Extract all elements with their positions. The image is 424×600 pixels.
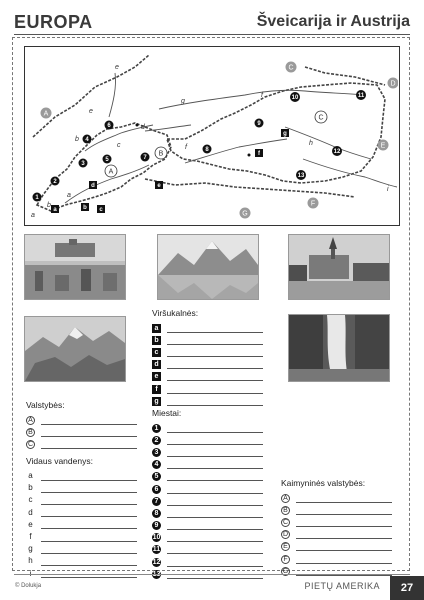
city-row [152, 459, 272, 471]
water-answer-line[interactable] [41, 520, 137, 529]
state-answer-line[interactable] [41, 440, 137, 449]
peaks-title: Viršukalnės: [152, 308, 199, 318]
neighbor-marker: C [282, 518, 289, 526]
svg-text:g: g [181, 98, 185, 105]
city-row [152, 471, 272, 483]
neighbors-section [281, 478, 399, 577]
city-row [152, 507, 272, 519]
city-answer-line[interactable] [167, 448, 263, 457]
neighbor-row [281, 553, 399, 565]
city-answer-line[interactable] [167, 509, 263, 518]
svg-text:5: 5 [105, 157, 109, 163]
svg-text:d: d [91, 183, 95, 189]
footer-copyright: © Dolukja [15, 583, 42, 589]
peak-row [152, 322, 272, 334]
state-row [26, 426, 146, 438]
city-row [152, 495, 272, 507]
water-answer-line[interactable] [41, 484, 137, 493]
city-answer-line[interactable] [167, 472, 263, 481]
city-row [152, 520, 272, 532]
svg-text:c: c [99, 207, 103, 213]
city-row [152, 483, 272, 495]
city-answer-line[interactable] [167, 545, 263, 554]
city-answer-line[interactable] [167, 533, 263, 542]
peak-marker: b [152, 336, 161, 345]
peak-marker: e [152, 372, 161, 381]
photo-salzburg [24, 234, 126, 300]
city-row [152, 422, 272, 434]
svg-text:1: 1 [35, 195, 39, 201]
svg-text:b: b [47, 202, 51, 209]
city-answer-line[interactable] [167, 485, 263, 494]
svg-text:D: D [390, 80, 396, 88]
svg-text:f: f [258, 151, 260, 157]
state-row [26, 438, 146, 450]
svg-text:i: i [387, 186, 389, 193]
water-answer-line[interactable] [41, 496, 137, 505]
peak-row [152, 395, 272, 407]
city-answer-line[interactable] [167, 424, 263, 433]
neighbor-answer-line[interactable] [296, 494, 392, 503]
peak-answer-line[interactable] [167, 324, 263, 333]
peak-marker: d [152, 360, 161, 369]
state-row [26, 414, 146, 426]
city-marker: 8 [152, 509, 161, 518]
water-row [26, 531, 146, 543]
water-answer-line[interactable] [41, 557, 137, 566]
cities-section [152, 408, 272, 580]
neighbor-marker: G [282, 567, 289, 575]
neighbor-marker: A [281, 494, 290, 503]
water-marker: i [29, 568, 32, 578]
svg-text:6: 6 [107, 123, 111, 129]
map-svg [25, 47, 398, 224]
neighbors-title: Kaimyninės valstybės: [281, 478, 366, 488]
peak-answer-line[interactable] [167, 336, 263, 345]
water-marker: a [28, 471, 33, 481]
peak-answer-line[interactable] [167, 385, 263, 394]
svg-text:f: f [185, 144, 187, 151]
state-answer-line[interactable] [41, 416, 137, 425]
water-marker: d [28, 507, 33, 517]
water-marker: c [28, 495, 33, 505]
neighbor-row [281, 492, 399, 504]
water-row [26, 507, 146, 519]
svg-text:g: g [283, 131, 287, 137]
svg-text:e: e [89, 108, 93, 115]
neighbor-answer-line[interactable] [296, 530, 392, 539]
peak-answer-line[interactable] [167, 372, 263, 381]
water-answer-line[interactable] [41, 472, 137, 481]
peak-marker: a [152, 324, 161, 333]
state-marker: C [27, 440, 34, 448]
water-marker: h [28, 556, 33, 566]
water-answer-line[interactable] [41, 533, 137, 542]
city-marker: 7 [152, 497, 161, 506]
waters-section [26, 456, 146, 580]
svg-text:d: d [141, 124, 145, 131]
peaks-section [152, 308, 272, 407]
svg-text:10: 10 [291, 95, 299, 101]
city-answer-line[interactable] [167, 436, 263, 445]
svg-text:e: e [157, 183, 161, 189]
svg-text:8: 8 [205, 147, 209, 153]
cities-title: Miestai: [152, 408, 182, 418]
city-marker: 9 [152, 521, 161, 530]
city-marker: 10 [152, 534, 161, 542]
svg-text:11: 11 [357, 93, 365, 99]
peak-marker: g [152, 397, 161, 406]
city-marker: 4 [152, 460, 161, 469]
peak-row [152, 359, 272, 371]
header-divider [14, 34, 410, 35]
svg-text:4: 4 [85, 137, 89, 143]
svg-text:C: C [318, 114, 324, 122]
water-row [26, 470, 146, 482]
city-row [152, 446, 272, 458]
city-marker: 11 [152, 546, 161, 554]
city-answer-line[interactable] [167, 460, 263, 469]
footer-divider [14, 574, 410, 575]
city-row [152, 544, 272, 556]
neighbor-marker: B [281, 506, 290, 515]
region-A: A [43, 110, 49, 118]
svg-text:a: a [67, 192, 71, 199]
photo-waterfall [288, 314, 390, 382]
peak-row [152, 383, 272, 395]
svg-text:c: c [117, 142, 121, 149]
svg-text:F: F [310, 200, 316, 208]
svg-text:f: f [261, 92, 263, 99]
peak-row [152, 371, 272, 383]
svg-text:e: e [115, 64, 119, 71]
city-marker: 12 [152, 558, 161, 566]
water-marker: b [28, 483, 33, 493]
state-marker: A [26, 416, 35, 425]
neighbor-row [281, 504, 399, 516]
water-row [26, 543, 146, 555]
city-marker: 5 [152, 472, 161, 481]
water-row [26, 519, 146, 531]
water-row [26, 494, 146, 506]
city-row [152, 556, 272, 568]
neighbor-row [281, 565, 399, 577]
states-title: Valstybės: [26, 400, 65, 410]
neighbor-answer-line[interactable] [296, 542, 392, 551]
svg-text:C: C [288, 64, 294, 72]
neighbor-row [281, 516, 399, 528]
water-marker: e [28, 519, 33, 529]
photo-alpine-lake [157, 234, 259, 300]
peak-answer-line[interactable] [167, 348, 263, 357]
peak-answer-line[interactable] [167, 360, 263, 369]
city-answer-line[interactable] [167, 521, 263, 530]
water-row [26, 482, 146, 494]
city-answer-line[interactable] [167, 558, 263, 567]
photo-lakeside-castle [288, 234, 390, 300]
svg-text:E: E [380, 142, 386, 150]
svg-text:a: a [31, 212, 35, 219]
svg-text:A: A [108, 168, 114, 176]
svg-text:h: h [309, 140, 313, 147]
border-east [305, 67, 385, 85]
svg-text:b: b [83, 205, 87, 211]
peak-answer-line[interactable] [167, 397, 263, 406]
state-marker: B [26, 428, 35, 437]
neighbor-marker: F [281, 555, 290, 564]
photo-mountain-ridge [24, 316, 126, 382]
peak-marker: f [152, 385, 161, 394]
peak-row [152, 334, 272, 346]
water-marker: f [29, 532, 32, 542]
svg-text:9: 9 [257, 121, 261, 127]
footer-section-name: PIETŲ AMERIKA [304, 581, 380, 591]
border-north [33, 55, 149, 137]
svg-text:a: a [53, 207, 57, 213]
city-answer-line[interactable] [167, 497, 263, 506]
city-marker: 1 [152, 424, 161, 433]
neighbor-row [281, 529, 399, 541]
neighbor-marker: E [281, 542, 290, 551]
neighbor-row [281, 541, 399, 553]
city-row [152, 532, 272, 544]
water-marker: g [28, 544, 33, 554]
svg-text:b: b [75, 136, 79, 143]
svg-text:G: G [242, 210, 248, 218]
city-marker: 13 [152, 570, 161, 578]
border-south [145, 179, 355, 197]
page-title: Šveicarija ir Austrija [256, 13, 410, 30]
peak-row [152, 346, 272, 358]
water-answer-line[interactable] [41, 508, 137, 517]
city-row [152, 434, 272, 446]
neighbor-answer-line[interactable] [296, 555, 392, 564]
section-heading: EUROPA [14, 12, 93, 32]
neighbor-answer-line[interactable] [296, 506, 392, 515]
water-row [26, 555, 146, 567]
states-section [26, 400, 146, 451]
state-answer-line[interactable] [41, 428, 137, 437]
waters-title: Vidaus vandenys: [26, 456, 93, 466]
svg-text:12: 12 [333, 149, 341, 155]
neighbor-answer-line[interactable] [296, 518, 392, 527]
neighbor-marker: D [282, 531, 289, 539]
svg-text:7: 7 [143, 155, 147, 161]
city-marker: 6 [152, 485, 161, 494]
water-answer-line[interactable] [41, 545, 137, 554]
peak-marker: c [152, 348, 161, 357]
svg-text:2: 2 [53, 179, 57, 185]
svg-text:3: 3 [81, 161, 85, 167]
city-marker: 3 [152, 448, 161, 457]
svg-text:13: 13 [297, 173, 305, 179]
page-number: 27 [390, 576, 424, 600]
border-austria [167, 83, 385, 183]
city-marker: 2 [152, 436, 161, 445]
border-switzerland [37, 123, 171, 211]
outline-map [24, 46, 400, 226]
svg-text:B: B [158, 150, 164, 158]
